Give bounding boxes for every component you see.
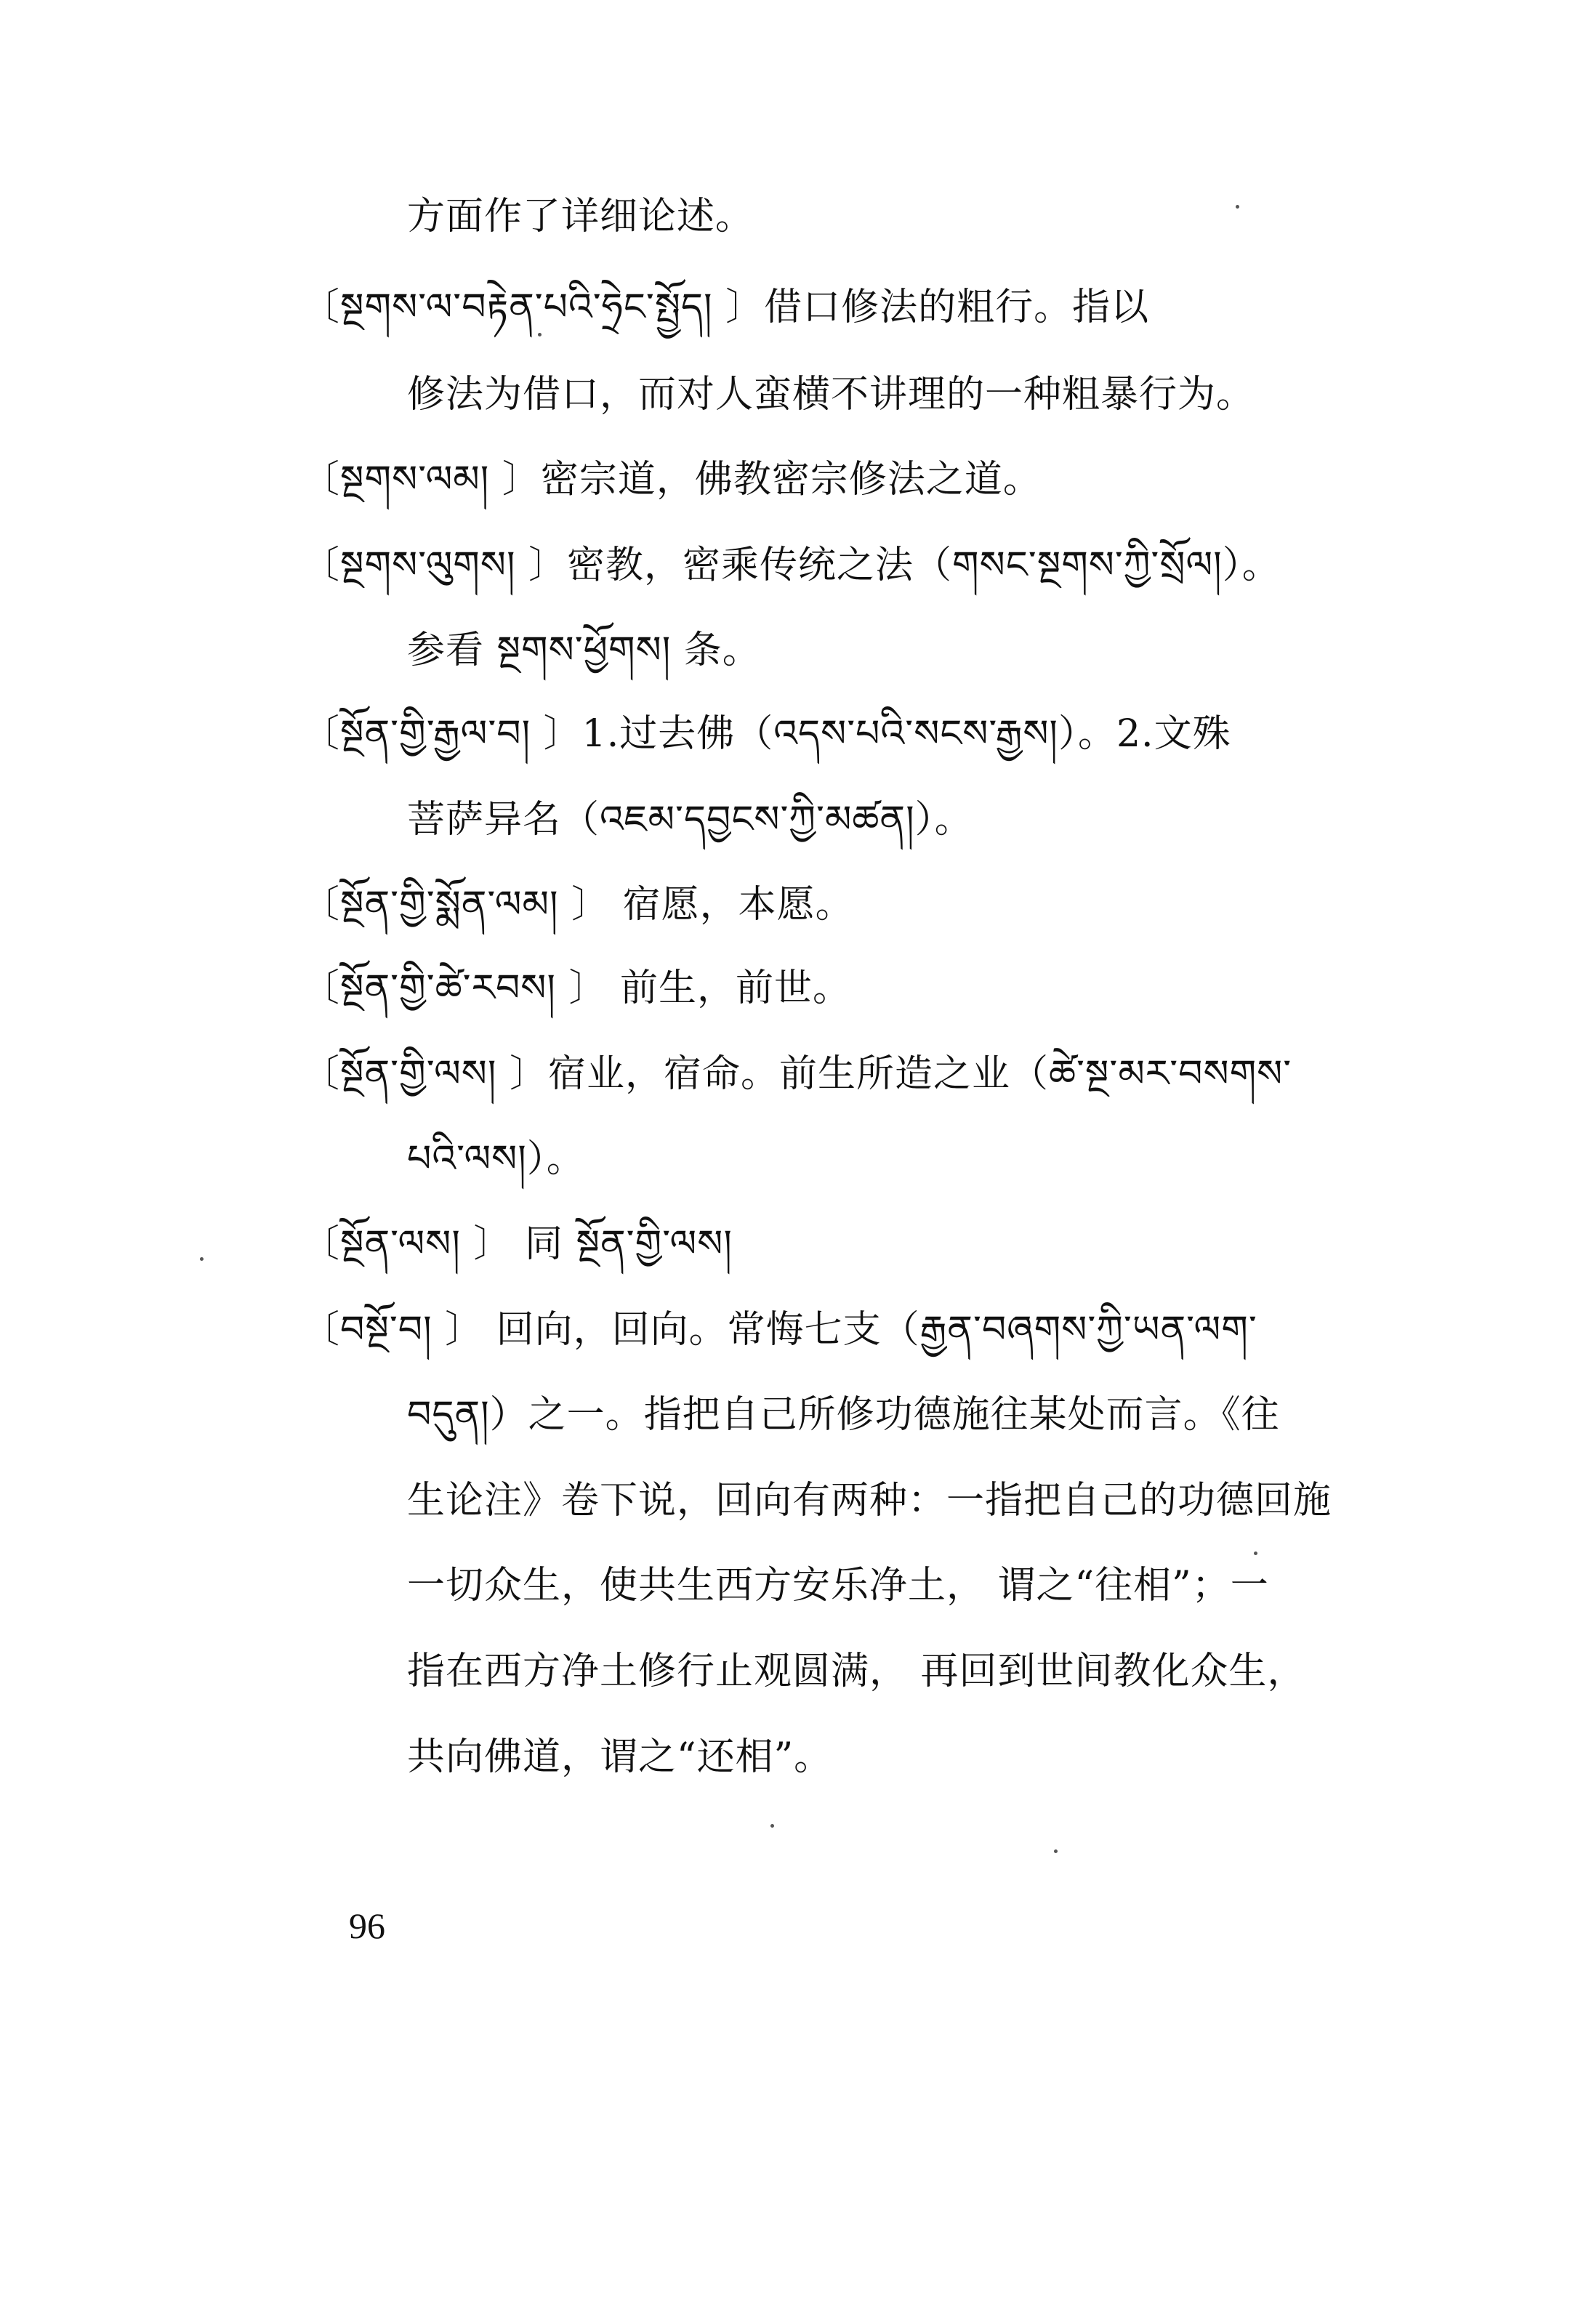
- text-line-3: 修法为借口，而对人蛮横不讲理的一种粗暴行为。: [407, 373, 1255, 416]
- entry-line-9: 〔སྔོན་གྱི་སྨོན་ལམ། 〕 宿愿，本愿。: [302, 883, 854, 927]
- entry-line-4: 〔སྔགས་ལམ། 〕密宗道，佛教密宗修法之道。: [302, 458, 1042, 501]
- text-line-18: 指在西方净土修行止观圆满， 再回到世间教化众生，: [407, 1650, 1306, 1693]
- text-line-8: 菩萨异名（འཇམ་དབྱངས་ཀྱི་མཚན།）。: [407, 798, 973, 842]
- text-line-1: 方面作了详细论述。: [407, 195, 754, 238]
- text-line-17: 一切众生，使共生西方安乐净土， 谓之“往相”；一: [407, 1564, 1269, 1607]
- entry-line-10: 〔སྔོན་གྱི་ཚེ་རབས། 〕 前生，前世。: [302, 967, 852, 1010]
- entry-line-11: 〔སྔོན་གྱི་ལས། 〕宿业，宿命。前生所造之业（ཚེ་སྔ་མར་བསགས་: [302, 1052, 1292, 1096]
- scan-speck: [1254, 1552, 1257, 1555]
- text-line-19: 共向佛道，谓之“还相”。: [407, 1735, 833, 1779]
- entry-line-2: 〔སྔགས་ལ་བརྟེན་པའི་ཧྲེང་སྤྱོད། 〕借口修法的粗行。指以: [302, 286, 1150, 329]
- text-line-16: 生论注》卷下说，回向有两种：一指把自己的功德回施: [407, 1479, 1332, 1522]
- text-line-12: པའི་ལས།）。: [407, 1137, 585, 1181]
- scan-speck: [200, 1257, 204, 1261]
- text-line-15: བདུན།）之一。指把自己所修功德施往某处而言。《往: [407, 1393, 1280, 1437]
- entry-line-5: 〔སྔགས་ལུགས། 〕密教，密乘传统之法（གསང་སྔགས་ཀྱི་སྲོལ།）。: [302, 544, 1281, 587]
- page-number: 96: [349, 1905, 385, 1946]
- text-line-6: 参看 སྔགས་ཕྱོགས། 条。: [407, 629, 761, 672]
- entry-line-7: 〔སྔོན་གྱི་རྒྱལ་བ། 〕1.过去佛（འདས་པའི་སངས་རྒྱས།）。2.文殊: [302, 712, 1231, 756]
- scan-speck: [1054, 1849, 1058, 1853]
- scan-speck: [538, 333, 542, 336]
- scan-speck: [1236, 205, 1239, 209]
- scan-speck: [770, 1824, 774, 1828]
- entry-line-13: 〔སྔོན་ལས། 〕 同 སྔོན་གྱི་ལས།: [302, 1222, 733, 1266]
- entry-line-14: 〔བསྔོ་བ། 〕 回向，回向。常悔七支（རྒྱན་བཞགས་ཀྱི་ཡན་ལག་: [302, 1308, 1257, 1352]
